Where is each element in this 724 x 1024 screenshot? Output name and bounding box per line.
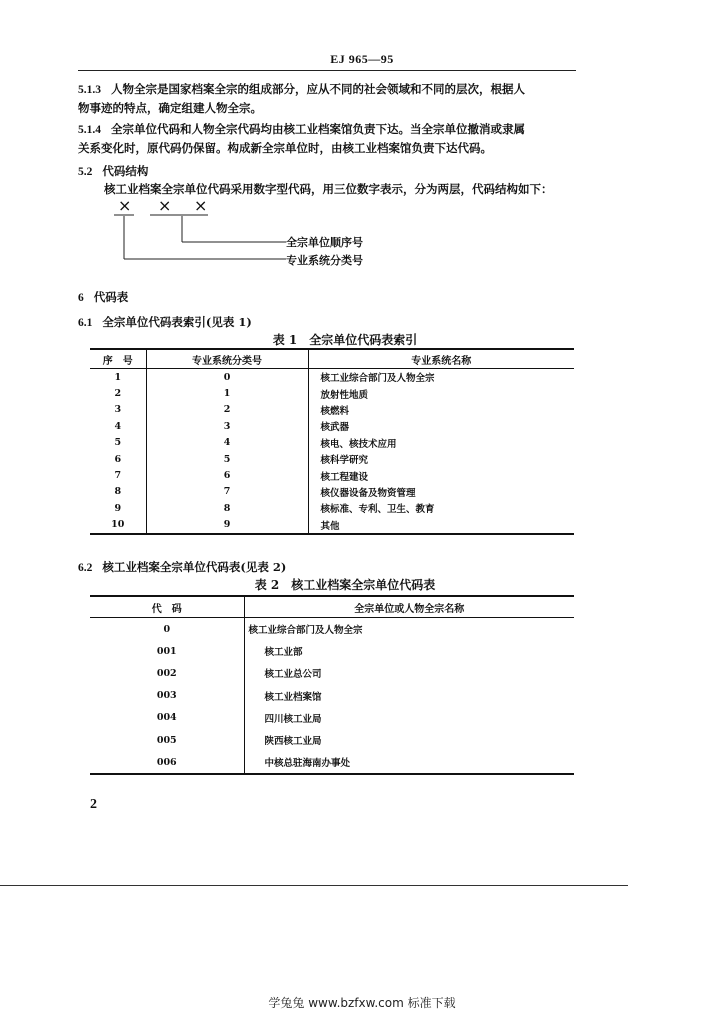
- table1-cell-category-name: 核工业综合部门及人物全宗: [320, 373, 435, 385]
- table2-header-name: 全宗单位或人物全宗名称: [354, 603, 465, 615]
- table2-cell-code: 003: [90, 685, 244, 707]
- section-title: 全宗单位代码表索引(见表 1): [102, 315, 252, 329]
- table1-header-seq: 序 号: [90, 349, 146, 369]
- table1-row: [90, 500, 574, 516]
- table1-cell-category-code: 2: [146, 402, 308, 418]
- table1-cell-category-code: 8: [146, 500, 308, 516]
- table1-cell-seq: 3: [90, 402, 146, 418]
- table1-cell-seq: 8: [90, 484, 146, 500]
- digit-mark-2: ×: [158, 196, 172, 215]
- table1-row: [90, 385, 574, 401]
- table1-cell-category-code: 3: [146, 418, 308, 434]
- table1-cell-seq: 1: [90, 369, 146, 386]
- section-6-2-heading: [78, 558, 578, 577]
- clause-text: 人物全宗是国家档案全宗的组成部分，应从不同的社会领域和不同的层次，根据人: [111, 82, 525, 96]
- section-number: 6.2: [78, 562, 93, 574]
- section-6-1-heading: [78, 313, 578, 332]
- table1-row: [90, 467, 574, 483]
- label-category-number: 专业系统分类号: [286, 254, 363, 267]
- table2-cell-code: 004: [90, 707, 244, 729]
- footer-source-text: 学兔兔 www.bzfxw.com 标准下载: [268, 996, 456, 1010]
- table2-cell-name: 四川核工业局: [264, 713, 322, 725]
- diagram-connector-lines: [110, 196, 410, 276]
- document-id-header: EJ 965—95: [330, 52, 394, 66]
- table1-cell-category-name: 核仪器设备及物资管理: [320, 487, 416, 499]
- table2-cell-code: 006: [90, 751, 244, 774]
- table1-cell-category-name: 核武器: [320, 422, 350, 434]
- table2-cell-name: 核工业档案馆: [264, 691, 322, 703]
- clause-5-2-text: 核工业档案全宗单位代码采用数字型代码，用三位数字表示，分为两层，代码结构如下：: [104, 182, 553, 196]
- table2-header-code: 代 码: [90, 596, 244, 618]
- table1-row: [90, 369, 574, 386]
- section-number: 6: [78, 292, 84, 304]
- table2-cell-name: 核工业部: [264, 647, 303, 659]
- table2-row: [90, 662, 574, 684]
- table2-cell-code: 005: [90, 729, 244, 751]
- table2-cell-name: 核工业总公司: [264, 669, 322, 681]
- table2-header-row: [90, 596, 574, 618]
- table1-cell-seq: 6: [90, 451, 146, 467]
- table1-cell-category-code: 6: [146, 467, 308, 483]
- table1-cell-category-code: 5: [146, 451, 308, 467]
- table2-cell-code: 0: [90, 618, 244, 641]
- clause-number: 5.2: [78, 166, 93, 178]
- table2-row: [90, 685, 574, 707]
- clause-5-1-4: [78, 120, 578, 157]
- table2-caption: 表 2 核工业档案全宗单位代码表: [254, 578, 436, 592]
- table1-header-category-name: 专业系统名称: [411, 355, 472, 367]
- clause-text: 物事迹的特点，确定组建人物全宗。: [78, 101, 262, 115]
- table1-row: [90, 435, 574, 451]
- table2-cell-code: 002: [90, 662, 244, 684]
- section-title: 代码表: [93, 290, 129, 304]
- table1-cell-seq: 10: [90, 517, 146, 534]
- table2-row: [90, 707, 574, 729]
- table1-cell-seq: 7: [90, 467, 146, 483]
- clause-number: 5.1.3: [78, 84, 101, 96]
- table1-cell-category-code: 1: [146, 385, 308, 401]
- table1-row: [90, 451, 574, 467]
- code-structure-diagram: [110, 196, 410, 276]
- table2-row: [90, 640, 574, 662]
- table2-cell-name: 陕西核工业局: [264, 736, 322, 748]
- table2-cell-name: 中核总驻海南办事处: [264, 758, 351, 770]
- table2-row: [90, 618, 574, 641]
- clause-number: 5.1.4: [78, 124, 101, 136]
- table1-cell-category-name: 放射性地质: [320, 389, 369, 401]
- table2-row: [90, 751, 574, 774]
- table1-cell-category-code: 9: [146, 517, 308, 534]
- table1-cell-category-code: 7: [146, 484, 308, 500]
- table1-cell-seq: 4: [90, 418, 146, 434]
- page-number: 2: [90, 797, 97, 812]
- table1-cell-category-name: 核工程建设: [320, 471, 369, 483]
- table1-cell-category-code: 4: [146, 435, 308, 451]
- header-rule: [78, 70, 576, 71]
- table1-cell-category-name: 核燃料: [320, 405, 350, 417]
- table1-cell-seq: 9: [90, 500, 146, 516]
- clause-title: 代码结构: [102, 164, 149, 178]
- clause-text: 关系变化时，原代码仍保留。构成新全宗单位时，由核工业档案馆负责下达代码。: [78, 141, 492, 155]
- table1-header-category-code: 专业系统分类号: [146, 349, 308, 369]
- table1-row: [90, 418, 574, 434]
- table2-unit-codes: [90, 595, 574, 775]
- table1-cell-category-name: 其他: [320, 520, 340, 532]
- table1-cell-seq: 5: [90, 435, 146, 451]
- table2-cell-code: 001: [90, 640, 244, 662]
- table1-cell-category-name: 核科学研究: [320, 455, 369, 467]
- table1-caption: 表 1 全宗单位代码表索引: [272, 333, 418, 347]
- clause-text: 全宗单位代码和人物全宗代码均由核工业档案馆负责下达。当全宗单位撤消或隶属: [111, 122, 525, 136]
- digit-mark-3: ×: [194, 196, 208, 215]
- table1-row: [90, 402, 574, 418]
- table1-cell-category-code: 0: [146, 369, 308, 386]
- section-title: 核工业档案全宗单位代码表(见表 2): [102, 560, 287, 574]
- page-bottom-rule: [0, 885, 628, 886]
- section-number: 6.1: [78, 317, 93, 329]
- label-sequence-number: 全宗单位顺序号: [286, 236, 363, 249]
- table1-cell-category-name: 核电、核技术应用: [320, 438, 397, 450]
- table1-cell-seq: 2: [90, 385, 146, 401]
- table1-row: [90, 517, 574, 534]
- clause-5-2-heading: [78, 162, 578, 181]
- digit-mark-1: ×: [118, 196, 132, 215]
- table1-row: [90, 484, 574, 500]
- table1-header-row: [90, 349, 574, 369]
- table2-row: [90, 729, 574, 751]
- section-6-heading: [78, 288, 578, 307]
- table1-cell-category-name: 核标准、专利、卫生、教育: [320, 504, 435, 516]
- clause-5-1-3: [78, 80, 578, 117]
- table2-cell-name: 核工业综合部门及人物全宗: [248, 625, 363, 637]
- table1-code-index: [90, 348, 574, 535]
